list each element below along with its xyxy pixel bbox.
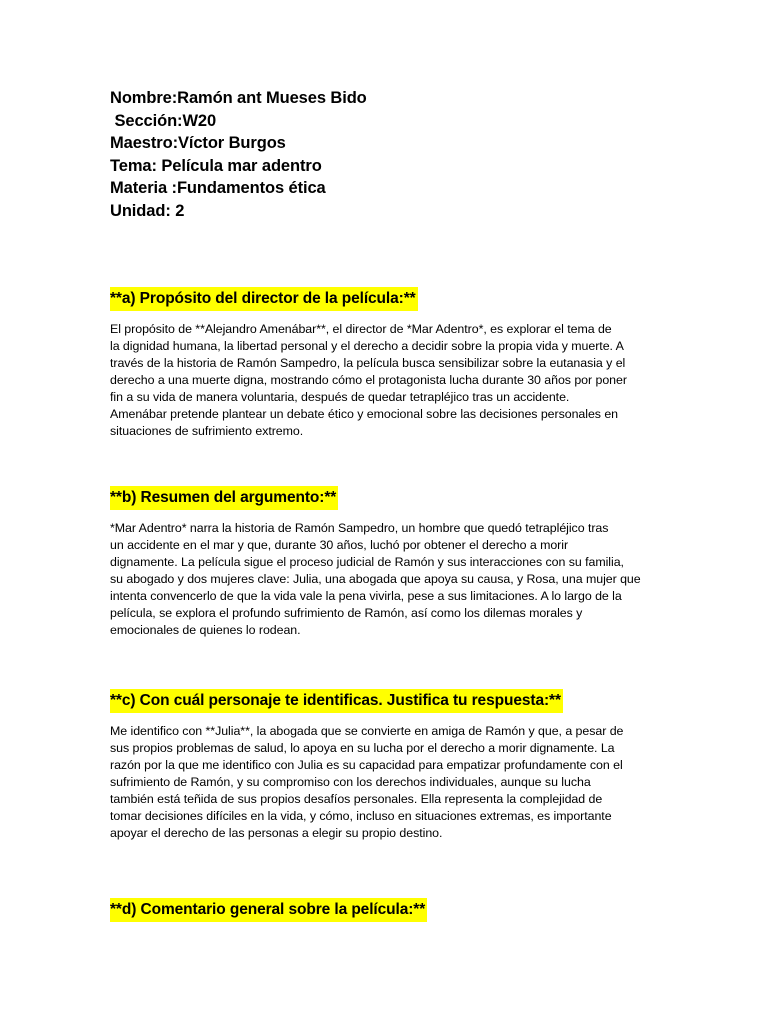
student-info-block xyxy=(110,87,670,223)
paragraph-line: Me identifico con **Julia**, la abogada que se convierte en amiga de Ramón y que, a pesar de xyxy=(110,724,624,738)
section-d-heading: **d) Comentario general sobre la película:** xyxy=(110,898,427,922)
topic-line: Tema: Película mar adentro xyxy=(110,156,322,175)
section-c-paragraph xyxy=(110,723,665,842)
paragraph-line: su abogado y dos mujeres clave: Julia, una abogada que apoya su causa, y Rosa, una mujer que xyxy=(110,572,641,586)
section-b-heading: **b) Resumen del argumento:** xyxy=(110,486,338,510)
paragraph-line: derecho a una muerte digna, mostrando cómo el protagonista lucha durante 30 años por poner xyxy=(110,373,627,387)
paragraph-line: también está teñida de sus propios desafíos personales. Ella representa la complejidad de xyxy=(110,792,603,806)
paragraph-line: situaciones de sufrimiento extremo. xyxy=(110,424,304,438)
section-line: Sección:W20 xyxy=(110,111,217,130)
section-a-heading: **a) Propósito del director de la película:** xyxy=(110,287,418,311)
paragraph-line: película, se explora el profundo sufrimiento de Ramón, así como los dilemas morales y xyxy=(110,606,583,620)
paragraph-line: sufrimiento de Ramón, y su compromiso con los derechos individuales, aunque su lucha xyxy=(110,775,591,789)
teacher-line: Maestro:Víctor Burgos xyxy=(110,134,286,153)
unit-line: Unidad: 2 xyxy=(110,201,185,220)
paragraph-line: la dignidad humana, la libertad personal y el derecho a decidir sobre la propia vida y muerte. A xyxy=(110,339,624,353)
paragraph-line: *Mar Adentro* narra la historia de Ramón Sampedro, un hombre que quedó tetrapléjico tras xyxy=(110,521,609,535)
section-b-paragraph xyxy=(110,520,665,639)
section-a xyxy=(110,287,665,440)
section-a-paragraph xyxy=(110,321,665,440)
paragraph-line: tomar decisiones difíciles en la vida, y cómo, incluso en situaciones extremas, es importante xyxy=(110,809,612,823)
subject-line: Materia :Fundamentos ética xyxy=(110,179,326,198)
paragraph-line: intenta convencerlo de que la vida vale la pena vivirla, pese a sus limitaciones. A lo largo de la xyxy=(110,589,622,603)
paragraph-line: razón por la que me identifico con Julia es su capacidad para empatizar profundamente con el xyxy=(110,758,623,772)
paragraph-line: emocionales de quienes lo rodean. xyxy=(110,623,301,637)
paragraph-line: través de la historia de Ramón Sampedro, la película busca sensibilizar sobre la eutanasia y el xyxy=(110,356,626,370)
section-c xyxy=(110,689,665,842)
section-b xyxy=(110,486,665,639)
paragraph-line: apoyar el derecho de las personas a elegir su propio destino. xyxy=(110,826,443,840)
section-c-heading: **c) Con cuál personaje te identificas. Justifica tu respuesta:** xyxy=(110,689,563,713)
paragraph-line: Amenábar pretende plantear un debate ético y emocional sobre las decisiones personales en xyxy=(110,407,619,421)
student-name-line: Nombre:Ramón ant Mueses Bido xyxy=(110,89,367,107)
paragraph-line: El propósito de **Alejandro Amenábar**, el director de *Mar Adentro*, es explorar el tema de xyxy=(110,322,612,336)
paragraph-line: sus propios problemas de salud, lo apoya en su lucha por el derecho a morir dignamente. La xyxy=(110,741,615,755)
paragraph-line: fin a su vida de manera voluntaria, después de quedar tetrapléjico tras un accidente. xyxy=(110,390,570,404)
section-d xyxy=(110,898,665,922)
paragraph-line: dignamente. La película sigue el proceso judicial de Ramón y sus interacciones con su familia, xyxy=(110,555,624,569)
paragraph-line: un accidente en el mar y que, durante 30 años, luchó por obtener el derecho a morir xyxy=(110,538,569,552)
